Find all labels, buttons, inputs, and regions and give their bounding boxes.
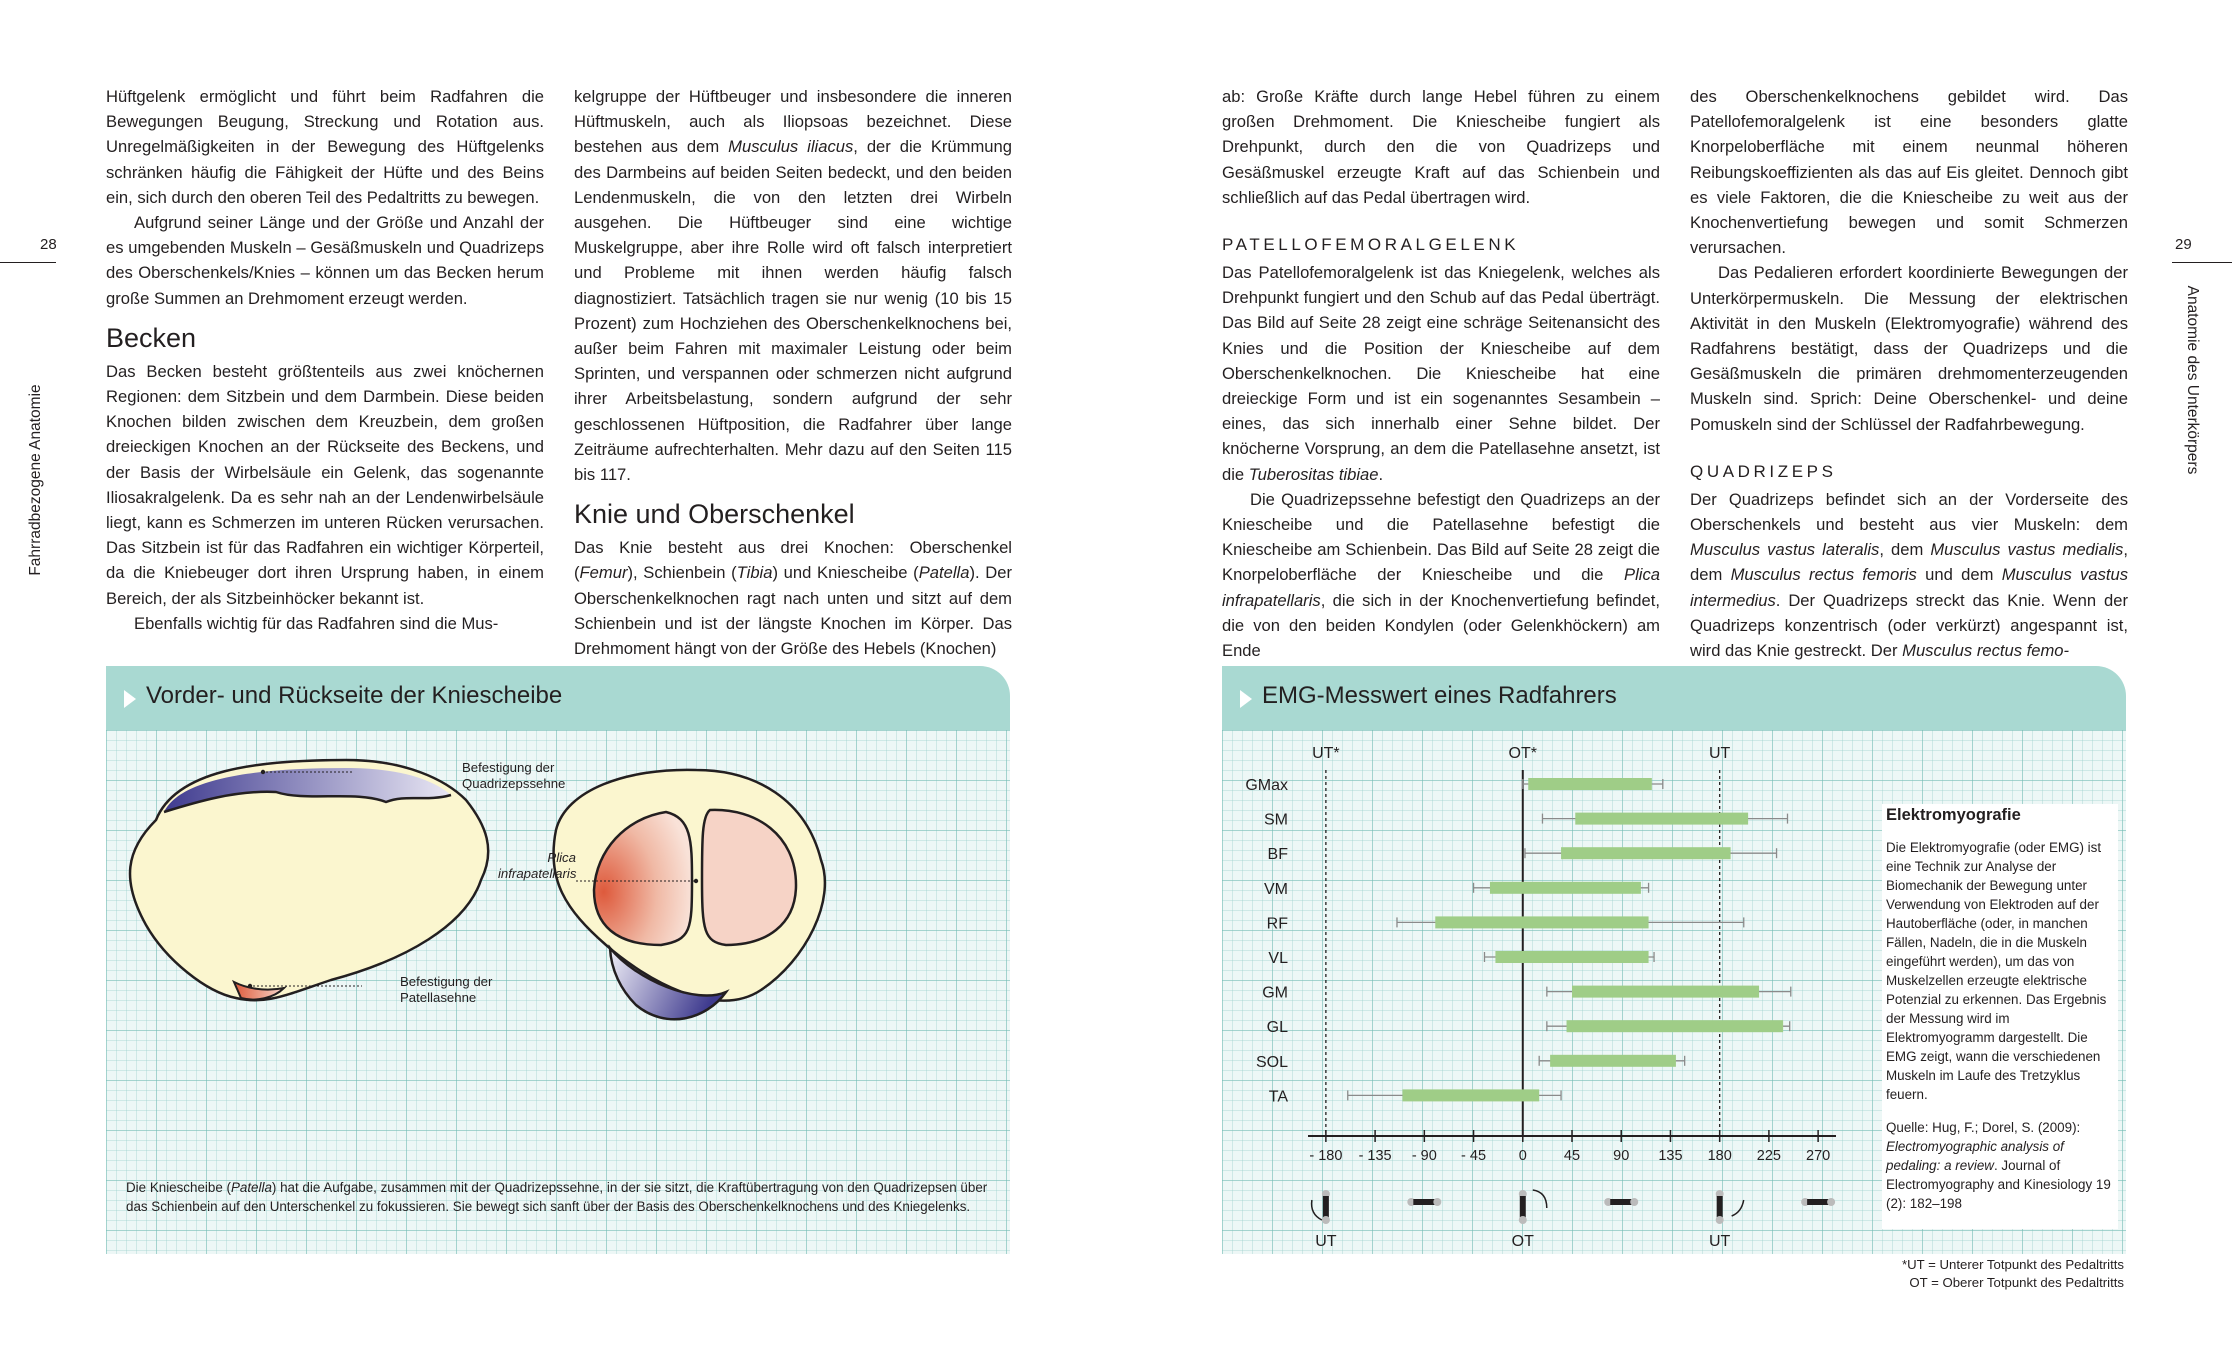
figure-header (106, 666, 1010, 730)
emg-bar-bf (1561, 847, 1731, 859)
muscle-label: TA (1268, 1088, 1288, 1106)
running-head-left: Fahrradbezogene Anatomie (27, 384, 44, 576)
emg-info-box (1882, 804, 2118, 1229)
emg-bar-gm (1572, 986, 1759, 998)
footnote-ut: *UT = Unterer Totpunkt des Pedaltritts (1902, 1257, 2124, 1272)
x-tick-label: 225 (1756, 1148, 1781, 1164)
label-quadriceps-tendon: Befestigung der Quadrizepssehne (462, 760, 566, 791)
reference-label-top: UT (1709, 745, 1731, 762)
muscle-label: GM (1262, 984, 1288, 1002)
right-column-2 (1690, 84, 2128, 663)
x-tick-label: 135 (1658, 1148, 1683, 1164)
emg-bar-rf (1435, 916, 1648, 928)
figure-title: EMG-Messwert eines Radfahrers (1262, 682, 1617, 709)
muscle-label: SOL (1255, 1053, 1288, 1071)
crank-icon (1604, 1198, 1638, 1206)
page-number-right: 29 (2175, 236, 2192, 253)
emg-bar-vm (1490, 882, 1641, 894)
paragraph: Das Knie besteht aus drei Knochen: Oberschenkel (Femur), Schienbein (Tibia) und Kniescheibe (Patella). Der Oberschenkelknochen ragt nach unten und sitzt auf dem Schienbein und ist der längste Knochen im Körper. Das Drehmoment hängt von der Größe des Hebels (Knochen) (574, 538, 1012, 659)
left-column-2 (574, 84, 1012, 661)
paragraph: Die Quadrizepssehne befestigt den Quadrizeps an der Kniescheibe und die Patellasehne befestigt die Kniescheibe am Schienbein. Das Bild auf Seite 28 zeigt die Knorpeloberfläche der Kniescheibe und die Plica infrapatellaris, die sich in der Knochenvertiefung befindet, die von den beiden Kondylen (oder Gelenkhöckern) am Ende (1222, 489, 1660, 661)
play-triangle-icon (1240, 690, 1252, 708)
rotation-arrow-icon (1533, 1190, 1547, 1208)
paragraph: des Oberschenkelknochens gebildet wird. Das Patellofemoralgelenk ist eine besonders glatte Knorpeloberfläche mit einem neunmal höheren Reibungskoeffizienten als das auf Eis gleitet. Dennoch gibt es viele Faktoren, die die Kniescheibe zu weit aus der Knochenvertiefung bewegen und somit Schmerzen verursachen. (1690, 87, 2128, 258)
x-tick-label: 270 (1806, 1148, 1831, 1164)
paragraph: Aufgrund seiner Länge und der Größe und Anzahl der es umgebenden Muskeln – Gesäßmuskeln und Quadrizeps des Oberschenkels/Knies – können um das Becken herum große Summen an Drehmoment erzeugt werden. (106, 213, 544, 308)
paragraph: Das Becken besteht größtenteils aus zwei knöchernen Regionen: dem Sitzbein und dem Darmbein. Diese beiden Knochen bilden zwischen dem Kreuzbein, dem großen dreieckigen Knochen an der Rückseite des Beckens, und der Basis der Wirbelsäule ein Gelenk, das sogenannte Iliosakralgelenk. Da es sehr nah an der Lendenwirbelsäule liegt, kann es Schmerzen im unteren Rücken verursachen. Das Sitzbein ist für das Radfahren ein wichtiger Körperteil, da die Kniebeuger dort ihren Ursprung haben, in einem Bereich, der als Sitzbeinhöcker bekannt ist. (106, 361, 544, 608)
x-tick-label: 0 (1518, 1148, 1527, 1164)
emg-bar-ta (1402, 1089, 1539, 1101)
muscle-label: VM (1264, 880, 1288, 898)
figure-header (1222, 666, 2126, 730)
heading-knie: Knie und Oberschenkel (574, 499, 855, 530)
heading-becken: Becken (106, 322, 197, 353)
figure-grid (1222, 730, 2126, 1254)
paragraph: kelgruppe der Hüftbeuger und insbesondere die inneren Hüftmuskeln, auch als Iliopsoas bezeichnet. Diese bestehen aus dem Musculus iliacus, der die Krümmung des Darmbeins auf beiden Seiten bedeckt, und den beiden Lendenmuskeln, die von den letzten drei Wirbeln ausgehen. Die Hüftbeuger sind eine wichtige Muskelgruppe, aber ihre Rolle wird oft falsch interpretiert und Probleme mit ihnen werden häufig falsch diagnostiziert. Tatsächlich tragen sie nur wenig (10 bis 15 Prozent) zum Hochziehen des Oberschenkelknochens bei, außer beim Fahren mit maximaler Leistung oder beim Sprinten, und verspannen oder schmerzen nicht aufgrund ihrer Arbeitsbelastung, sondern aufgrund der sehr geschlossenen Hüftposition, die Radfahrer über lange Zeiträume aufrechterhalten. Mehr dazu auf den Seiten 115 bis 117. (574, 87, 1012, 485)
muscle-label: GL (1266, 1019, 1288, 1037)
reference-label-bottom: OT (1511, 1233, 1534, 1250)
muscle-label: VL (1268, 950, 1288, 967)
paragraph: ab: Große Kräfte durch lange Hebel führen zu einem großen Drehmoment. Die Kniescheibe fungiert als Drehpunkt, durch den die von Quadrizeps und Gesäßmuskel erzeugte Kraft auf das Schienbein und schließlich auf das Pedal übertragen wird. (1222, 87, 1660, 207)
paragraph: Hüftgelenk ermöglicht und führt beim Radfahren die Bewegungen Beugung, Streckung und Rotation aus. Unregelmäßigkeiten in der Bewegung des Hüftgelenks schränken häufig die Fähigkeit der Hüfte und des Beins ein, sich durch den oberen Teil des Pedaltritts zu bewegen. (106, 87, 544, 207)
kneecap-illustration (106, 730, 1010, 1254)
page-rule-left (0, 262, 56, 263)
emg-figure (1222, 666, 2126, 1254)
emg-bar-sol (1550, 1055, 1676, 1067)
footnote-ot: OT = Oberer Totpunkt des Pedaltritts (1909, 1275, 2124, 1290)
page-number-left: 28 (40, 236, 57, 253)
muscle-label: GMax (1245, 777, 1288, 794)
heading-quadrizeps: QUADRIZEPS (1690, 461, 1837, 481)
x-tick-label: 45 (1563, 1148, 1581, 1164)
muscle-label: SM (1264, 811, 1288, 829)
crank-icon (1716, 1190, 1724, 1224)
paragraph: Ebenfalls wichtig für das Radfahren sind die Mus- (134, 613, 499, 633)
figure-grid (106, 730, 1010, 1254)
figure-caption: Die Kniescheibe (Patella) hat die Aufgabe, zusammen mit der Quadrizepssehne, in der sie sitzt, die Kraftübertragung von den Quadrizepsen über das Schienbein auf den Unterschenkel zu fokussieren. Sie bewegt sich sanft über der Basis des Oberschenkelknochens und des Kniegelenks. (126, 1180, 988, 1214)
paragraph: Das Patellofemoralgelenk ist das Kniegelenk, welches als Drehpunkt fungiert und den Schub auf das Pedal überträgt. Das Bild auf Seite 28 zeigt eine schräge Seitenansicht des Knies und die Position der Kniescheibe auf dem Oberschenkelknochen. Die Kniescheibe hat eine dreieckige Form und ist ein sogenanntes Sesambein – eines, das sich innerhalb einer Sehne bildet. Der knöcherne Vorsprung, an dem die Patellasehne ansetzt, ist die Tuberositas tibiae. (1222, 263, 1660, 484)
crank-icon (1322, 1190, 1330, 1224)
x-tick-label: - 180 (1309, 1148, 1343, 1164)
crank-icon (1407, 1198, 1441, 1206)
crank-icon (1801, 1198, 1835, 1206)
x-tick-label: - 135 (1358, 1148, 1392, 1164)
muscle-label: RF (1266, 915, 1288, 933)
rotation-arrow-icon (1312, 1200, 1322, 1220)
emg-source: Quelle: Hug, F.; Dorel, S. (2009): Electromyographic analysis of pedaling: a review. Journal of Electromyography and Kinesiology 19 (2): 182–198 (1886, 1120, 2111, 1211)
left-column-1 (106, 84, 544, 636)
emg-bar-vl (1495, 951, 1648, 963)
label-plica-infrapatellaris: Plica infrapatellaris (498, 850, 577, 881)
play-triangle-icon (124, 690, 136, 708)
running-head-right: Anatomie des Unterkörpers (2184, 285, 2201, 475)
heading-patellofemoral: PATELLOFEMORALGELENK (1222, 235, 1520, 255)
reference-label-top: OT* (1508, 745, 1538, 762)
page-rule-right (2172, 262, 2232, 263)
emg-bar-gmax (1528, 778, 1652, 790)
paragraph: Das Pedalieren erfordert koordinierte Bewegungen der Unterkörpermuskeln. Die Messung der elektrischen Aktivität in den Muskeln (Elektromyografie) während des Radfahrens bestätigt, dass der Quadrizeps und die Gesäßmuskeln die primären drehmomenterzeugenden Muskeln sind. Sprich: Deine Oberschenkel- und deine Pomuskeln sind der Schlüssel der Radfahrbewegung. (1690, 263, 2128, 434)
reference-label-bottom: UT (1709, 1233, 1731, 1250)
reference-label-bottom: UT (1315, 1233, 1337, 1250)
x-tick-label: - 90 (1411, 1148, 1437, 1164)
right-column-1 (1222, 84, 1660, 663)
x-tick-label: 180 (1707, 1148, 1732, 1164)
label-patellar-tendon: Befestigung der Patellasehne (400, 974, 493, 1005)
emg-info-text: Die Elektromyografie (oder EMG) ist eine Technik zur Analyse der Biomechanik der Bewegung unter Verwendung von Elektroden auf der Hautoberfläche (oder, in manchen Fällen, Nadeln, die in die Muskeln eingeführt werden), um das von Muskelzellen erzeugte elektrische Potenzial zu erkennen. Das Ergebnis der Messung wird im Elektromyogramm dargestellt. Die EMG zeigt, wann die verschiedenen Muskeln im Laufe des Tretzyklus feuern. (1886, 840, 2107, 1102)
reference-label-top: UT* (1312, 745, 1340, 762)
emg-bar-sm (1575, 813, 1748, 825)
muscle-label: BF (1267, 846, 1288, 864)
figure-title: Vorder- und Rückseite der Kniescheibe (146, 682, 563, 709)
crank-icon (1519, 1190, 1527, 1224)
x-tick-label: - 45 (1461, 1148, 1487, 1164)
kneecap-figure (106, 666, 1010, 1254)
emg-bar-gl (1567, 1020, 1784, 1032)
emg-info-title: Elektromyografie (1886, 806, 2021, 824)
rotation-arrow-icon (1732, 1200, 1744, 1216)
x-tick-label: 90 (1613, 1148, 1630, 1164)
paragraph: Der Quadrizeps befindet sich an der Vorderseite des Oberschenkels und besteht aus vier Muskeln: dem Musculus vastus lateralis, dem Musculus vastus medialis, dem Musculus rectus femoris und dem Musculus vastus intermedius. Der Quadrizeps streckt das Knie. Wenn der Quadrizeps konzentrisch (oder verkürzt) angespannt ist, wird das Knie gestreckt. Der Musculus rectus femo- (1690, 489, 2129, 661)
